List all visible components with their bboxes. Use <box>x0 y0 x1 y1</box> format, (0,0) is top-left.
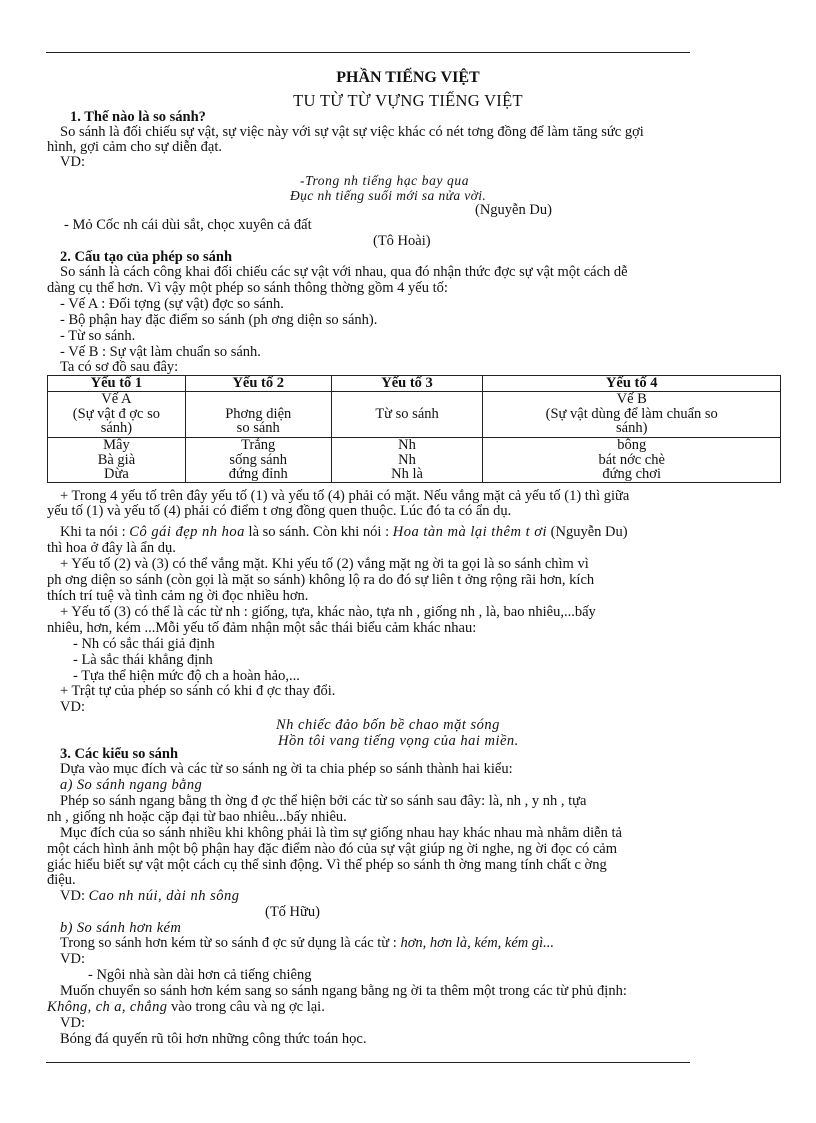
author: (Tô Hoài) <box>373 233 431 249</box>
paragraph: Muốn chuyển so sánh hơn kém sang so sánh ngang bằng ng ời ta thêm một trong các từ phủ định: <box>60 983 627 999</box>
table-header: Yếu tố 4 <box>483 376 781 392</box>
paragraph: Dựa vào mục đích và các từ so sánh ng ời ta chia phép so sánh thành hai kiểu: <box>60 761 513 777</box>
paragraph: dàng cụ thể hơn. Vì vậy một phép so sánh thông thờng gồm 4 yếu tố: <box>47 280 448 296</box>
paragraph: So sánh là đối chiếu sự vật, sự việc này với sự vật sự việc khác có nét tơng đồng để làm tăng sức gợi <box>60 124 644 140</box>
paragraph: Phép so sánh ngang bằng th ờng đ ợc thể hiện bởi các từ so sánh sau đây: là, nh , y nh , tựa <box>60 793 587 809</box>
paragraph: điệu. <box>47 872 76 888</box>
section-3-heading: 3. Các kiểu so sánh <box>60 746 179 762</box>
top-rule <box>46 52 690 53</box>
example-label: VD: <box>60 951 85 967</box>
paragraph: Mục đích của so sánh nhiều khi không phải là tìm sự giống nhau hay khác nhau mà nhằm diễn tả <box>60 825 622 841</box>
paragraph: giác hiểu biết sự vật một cách cụ thể sinh động. Vì thế phép so sánh th ờng mang tính chất c ờng <box>47 857 607 873</box>
page-title: PHẦN TIẾNG VIỆT <box>336 69 480 86</box>
table-header: Yếu tố 3 <box>331 376 483 392</box>
paragraph: Không, ch a, chẳng vào trong câu và ng ợc lại. <box>47 999 325 1015</box>
example-line: - Mỏ Cốc nh cái dùi sắt, chọc xuyên cả đất <box>64 217 312 233</box>
list-item: - Là sắc thái khẳng định <box>73 652 213 668</box>
paragraph: So sánh là cách công khai đối chiếu các sự vật với nhau, qua đó nhận thức đợc sự vật một cách dễ <box>60 264 628 280</box>
bullet: - Bộ phận hay đặc điểm so sánh (ph ơng diện so sánh). <box>60 312 378 328</box>
table-header: Yếu tố 1 <box>48 376 186 392</box>
subheading: b) So sánh hơn kém <box>60 920 182 936</box>
example-line: VD: Cao nh núi, dài nh sông <box>60 888 240 904</box>
paragraph: thì hoa ở đây là ẩn dụ. <box>47 540 176 556</box>
paragraph: + Yếu tố (2) và (3) có thể vắng mặt. Khi yếu tố (2) vắng mặt ng ời ta gọi là so sánh chìm vì <box>60 556 589 572</box>
table-row <box>48 438 781 483</box>
comparison-table <box>47 375 781 483</box>
section-1-heading: 1. Thế nào là so sánh? <box>70 109 206 125</box>
poem-line: Nh chiếc đảo bốn bề chao mặt sóng <box>276 717 500 733</box>
table-cell: Vế B (Sự vật dùng để làm chuẩn so sánh) <box>483 392 781 438</box>
paragraph: + Trật tự của phép so sánh có khi đ ợc thay đổi. <box>60 683 336 699</box>
table-cell: Phơng diện so sánh <box>185 392 331 438</box>
paragraph: + Yếu tố (3) có thể là các từ nh : giống, tựa, khác nào, tựa nh , giống nh , là, bao nhiêu,...bấy <box>60 604 596 620</box>
bullet: - Vế A : Đối tợng (sự vật) đợc so sánh. <box>60 296 284 312</box>
table-header: Yếu tố 2 <box>185 376 331 392</box>
table-cell: Nh Nh Nh là <box>331 438 483 483</box>
list-item: - Nh có sắc thái giả định <box>73 636 215 652</box>
author: (Tố Hữu) <box>265 904 320 920</box>
poem-line: -Trong nh tiếng hạc bay qua <box>300 173 470 188</box>
paragraph: yếu tố (1) và yếu tố (4) phải có điểm t ơng đồng quen thuộc. Lúc đó ta có ẩn dụ. <box>47 503 512 519</box>
paragraph: nh , giống nh hoặc cặp đại từ bao nhiêu...bấy nhiêu. <box>47 809 347 825</box>
example-line: Bóng đá quyến rũ tôi hơn những công thức toán học. <box>60 1031 367 1047</box>
example-label: VD: <box>60 154 85 170</box>
poem-line: Hồn tôi vang tiếng vọng của hai miền. <box>278 733 519 749</box>
subheading: a) So sánh ngang bằng <box>60 777 203 793</box>
example-label: VD: <box>60 1015 85 1031</box>
paragraph: ph ơng diện so sánh (còn gọi là mặt so sánh) không lộ ra do đó sự liên t ởng rộng rãi hơn, kích <box>47 572 595 588</box>
section-2-heading: 2. Cấu tạo của phép so sánh <box>60 249 233 265</box>
paragraph: một cách hình ảnh một bộ phận hay đặc điểm nào đó của sự vật giúp ng ời nghe, ng ời đọc có cảm <box>47 841 618 857</box>
table-row <box>48 392 781 438</box>
author: (Nguyễn Du) <box>475 202 552 218</box>
example-label: VD: <box>60 699 85 715</box>
paragraph: Khi ta nói : Cô gái đẹp nh hoa là so sánh. Còn khi nói : Hoa tàn mà lại thêm t ơi (Nguyễn Du) <box>60 524 628 540</box>
bullet: - Từ so sánh. <box>60 328 136 344</box>
table-cell: bông bát nớc chè đứng chơi <box>483 438 781 483</box>
example-line: - Ngôi nhà sàn dài hơn cả tiếng chiêng <box>88 967 312 983</box>
paragraph: thích trí tuệ và tình cảm ng ời đọc nhiều hơn. <box>47 588 309 604</box>
table-header-row <box>48 376 781 392</box>
paragraph: hình, gợi cảm cho sự diễn đạt. <box>47 139 222 155</box>
paragraph: nhiêu, hơn, kém ...Mỗi yếu tố đảm nhận một sắc thái biểu cảm khác nhau: <box>47 620 477 636</box>
bottom-rule <box>46 1062 690 1063</box>
poem-line: Đục nh tiếng suối mới sa nửa vời. <box>290 188 487 203</box>
paragraph: Trong so sánh hơn kém từ so sánh đ ợc sử dụng là các từ : hơn, hơn là, kém, kém gì... <box>60 935 555 951</box>
table-cell: Vế A (Sự vật đ ợc so sánh) <box>48 392 186 438</box>
bullet: - Vế B : Sự vật làm chuẩn so sánh. <box>60 344 261 360</box>
table-intro: Ta có sơ đồ sau đây: <box>60 359 179 375</box>
table-cell: Mây Bà già Dừa <box>48 438 186 483</box>
table-cell: Trắng sống sánh đứng đỉnh <box>185 438 331 483</box>
page-subtitle: TU TỪ TỪ VỰNG TIẾNG VIỆT <box>293 91 523 110</box>
paragraph: + Trong 4 yếu tố trên đây yếu tố (1) và yếu tố (4) phải có mặt. Nếu vắng mặt cả yếu tố (1) thì giữa <box>60 488 630 504</box>
table-cell: Từ so sánh <box>331 392 483 438</box>
list-item: - Tựa thể hiện mức độ ch a hoàn hảo,... <box>73 668 300 684</box>
